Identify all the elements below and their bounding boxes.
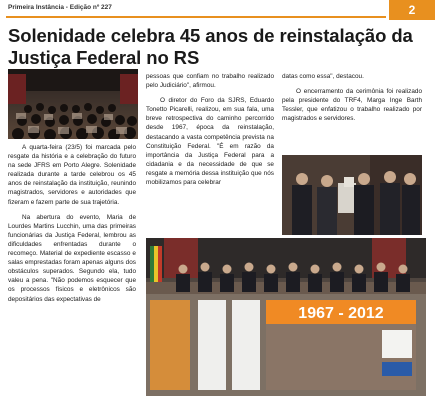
col2-paragraph-1: pessoas que confiam no trabalho realizado pelo Judiciário", afirmou. <box>146 73 274 90</box>
col3-paragraph-2: O encerramento da cerimônia foi realizado pela presidente do TRF4, Marga Inge Barth Tessler, que enfatizou o trabalho realizado por magistrados e servidores. <box>282 88 422 123</box>
col3-paragraph-1: datas como essa", destacou. <box>282 73 364 80</box>
article-column-2 <box>146 72 274 193</box>
header-rule <box>6 16 386 18</box>
article-column-3 <box>282 72 422 129</box>
anniversary-banner-text: 1967 - 2012 <box>298 305 384 322</box>
ceremony-photo <box>146 238 426 396</box>
page-number-badge: 2 <box>389 0 435 20</box>
group-portrait-photo <box>282 155 422 235</box>
col2-paragraph-2: O diretor do Foro da SJRS, Eduardo Tonetto Picarelli, realizou, em sua fala, uma breve retrospectiva do caminho percorrido desde 1967, época da reinstalação, destacando a vasta competência prevista na Constituição Federal. "É em razão da importância da Justiça Federal para a cidadania e da necessidade de que se resgate a memória dessa instituição que nós mobilizamos para celebrar <box>146 97 274 187</box>
col1-paragraph-2: Na abertura do evento, Maria de Lourdes Martins Lucchin, uma das primeiras funcionárias da Justiça Federal, lembrou as dificuldades enfrentadas durante o recomeço. Material de expediente escasso e salas emprestadas foram apenas alguns dos obstáculos superados. Segundo ela, tudo valeu a pena. "Não podemos esquecer que os processos físicos e eletrônicos são depositários das expectativas de <box>8 213 136 303</box>
col1-paragraph-1: A quarta-feira (23/5) foi marcada pelo resgate da história e a celebração do futuro na sede JFRS em Porto Alegre. Solenidade realizada durante a tarde celebrou os 45 anos de reinstalação da instituição, reunindo magistrados, servidores e autoridades que fizeram e fazem parte de sua trajetória. <box>8 144 136 206</box>
article-column-1 <box>8 143 136 310</box>
header-bar <box>0 0 435 22</box>
publication-name: Primeira Instância - Edição nº 227 <box>8 4 112 11</box>
auditorium-photo <box>8 69 138 139</box>
article-headline: Solenidade celebra 45 anos de reinstalação da Justiça Federal no RS <box>8 25 413 68</box>
